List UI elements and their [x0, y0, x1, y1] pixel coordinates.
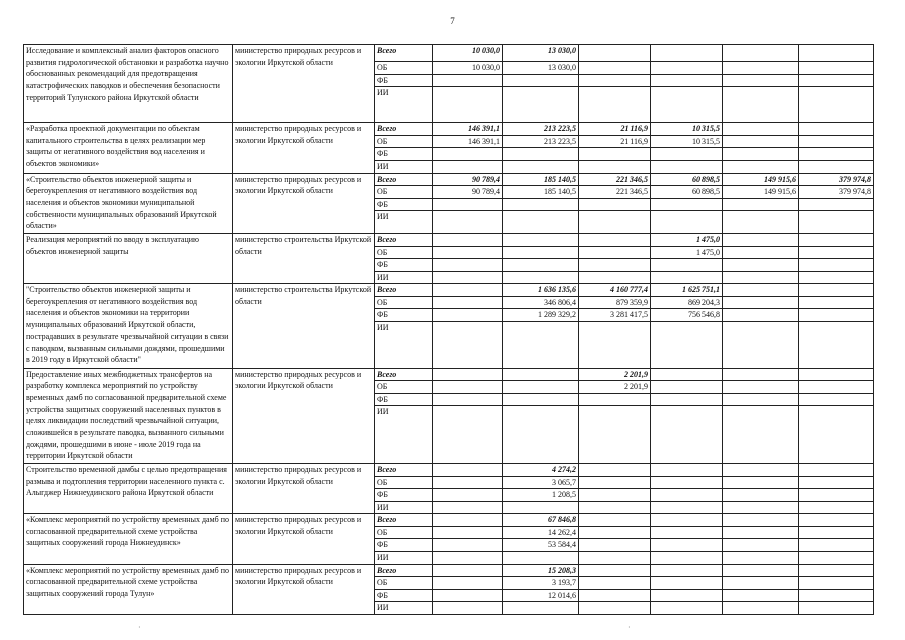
amount-cell — [723, 381, 799, 394]
amount-cell — [651, 501, 723, 514]
amount-cell — [651, 514, 723, 527]
measure-name: «Разработка проектной документации по объектам капитального строительства в целях реализации мер защиты от негативного воздействия вод населения и объектов экономики» — [24, 123, 233, 174]
amount-cell — [723, 309, 799, 322]
amount-cell — [799, 602, 874, 615]
amount-cell — [579, 551, 651, 564]
funding-source: ИИ — [375, 87, 433, 123]
amount-cell — [433, 296, 503, 309]
amount-cell — [799, 564, 874, 577]
amount-cell — [799, 74, 874, 87]
budget-table — [23, 44, 874, 615]
amount-cell: 3 065,7 — [503, 476, 579, 489]
amount-cell — [799, 259, 874, 272]
amount-cell: 149 915,6 — [723, 173, 799, 186]
amount-cell: 149 915,6 — [723, 186, 799, 199]
amount-cell — [433, 602, 503, 615]
amount-cell — [503, 148, 579, 161]
amount-cell: 21 116,9 — [579, 123, 651, 136]
amount-cell: 146 391,1 — [433, 135, 503, 148]
amount-cell: 379 974,8 — [799, 173, 874, 186]
amount-cell: 10 315,5 — [651, 123, 723, 136]
table-row — [24, 368, 874, 381]
amount-cell — [723, 87, 799, 123]
amount-cell — [433, 211, 503, 234]
funding-source: ИИ — [375, 321, 433, 368]
amount-cell — [503, 551, 579, 564]
amount-cell — [723, 464, 799, 477]
amount-cell — [799, 309, 874, 322]
funding-source: Всего — [375, 123, 433, 136]
amount-cell — [503, 74, 579, 87]
measure-name: «Комплекс мероприятий по устройству временных дамб по согласованной предварительной схеме устройства защитных сооружений города Нижнеудинск» — [24, 514, 233, 565]
funding-source: ОБ — [375, 526, 433, 539]
amount-cell — [579, 198, 651, 211]
amount-cell — [723, 271, 799, 284]
amount-cell: 869 204,3 — [651, 296, 723, 309]
amount-cell: 3 281 417,5 — [579, 309, 651, 322]
funding-source: Всего — [375, 368, 433, 381]
funding-source: ФБ — [375, 148, 433, 161]
amount-cell — [799, 284, 874, 297]
amount-cell — [799, 87, 874, 123]
amount-cell — [579, 589, 651, 602]
amount-cell — [433, 589, 503, 602]
funding-source: Всего — [375, 173, 433, 186]
funding-source: ИИ — [375, 551, 433, 564]
amount-cell — [433, 393, 503, 406]
funding-source: Всего — [375, 564, 433, 577]
amount-cell — [799, 501, 874, 514]
table-row — [24, 564, 874, 577]
table-row — [24, 514, 874, 527]
amount-cell — [579, 45, 651, 62]
amount-cell: 379 974,8 — [799, 186, 874, 199]
table-row — [24, 464, 874, 477]
funding-source: ФБ — [375, 539, 433, 552]
amount-cell — [503, 198, 579, 211]
amount-cell: 12 014,6 — [503, 589, 579, 602]
amount-cell — [799, 160, 874, 173]
amount-cell: 213 223,5 — [503, 123, 579, 136]
amount-cell — [651, 577, 723, 590]
amount-cell: 1 208,5 — [503, 489, 579, 502]
amount-cell — [799, 577, 874, 590]
amount-cell — [651, 160, 723, 173]
amount-cell — [799, 464, 874, 477]
amount-cell — [433, 368, 503, 381]
amount-cell — [723, 551, 799, 564]
executor: министерство природных ресурсов и экологии Иркутской области — [233, 564, 375, 614]
amount-cell — [579, 234, 651, 247]
amount-cell — [579, 526, 651, 539]
amount-cell — [433, 284, 503, 297]
funding-source: ФБ — [375, 589, 433, 602]
amount-cell — [433, 160, 503, 173]
amount-cell — [799, 406, 874, 464]
amount-cell — [503, 321, 579, 368]
amount-cell — [433, 526, 503, 539]
amount-cell — [799, 321, 874, 368]
amount-cell — [723, 62, 799, 75]
funding-source: Всего — [375, 464, 433, 477]
amount-cell — [651, 393, 723, 406]
amount-cell — [723, 259, 799, 272]
amount-cell — [503, 234, 579, 247]
amount-cell: 185 140,5 — [503, 186, 579, 199]
amount-cell — [579, 476, 651, 489]
amount-cell — [723, 123, 799, 136]
amount-cell — [579, 271, 651, 284]
page-number: 7 — [450, 16, 455, 26]
measure-name: Исследование и комплексный анализ факторов опасного развития гидрологической обстановки и разработка научно обоснованных рекомендаций для предотвращения катастрофических паводков и обеспечения безопасности территорий Тулунского района Иркутской области — [24, 45, 233, 123]
amount-cell — [579, 501, 651, 514]
funding-source: Всего — [375, 234, 433, 247]
amount-cell — [723, 393, 799, 406]
amount-cell: 10 315,5 — [651, 135, 723, 148]
amount-cell — [799, 551, 874, 564]
amount-cell — [723, 160, 799, 173]
amount-cell: 756 546,8 — [651, 309, 723, 322]
amount-cell — [503, 368, 579, 381]
amount-cell — [723, 489, 799, 502]
amount-cell: 10 030,0 — [433, 45, 503, 62]
amount-cell — [579, 602, 651, 615]
amount-cell — [799, 211, 874, 234]
funding-source: ФБ — [375, 393, 433, 406]
amount-cell — [723, 514, 799, 527]
amount-cell — [799, 62, 874, 75]
amount-cell — [433, 501, 503, 514]
executor: министерство природных ресурсов и экологии Иркутской области — [233, 368, 375, 464]
measure-name: Строительство временной дамбы с целью предотвращения размыва и подтопления территории населенного пункта с. Алыгджер Нижнеудинского района Иркутской области — [24, 464, 233, 514]
measure-name: "Строительство объектов инженерной защиты и берегоукрепления от негативного воздействия вод населения и объектов экономики на территории муниципальных образований Иркутской области, пострадавших в результате чрезвычайной ситуации в связи с паводком, вызванным сильными дождями, прошедшими в 2019 году в Иркутской области" — [24, 284, 233, 369]
amount-cell — [503, 211, 579, 234]
amount-cell — [433, 476, 503, 489]
amount-cell — [723, 564, 799, 577]
amount-cell: 146 391,1 — [433, 123, 503, 136]
amount-cell — [723, 368, 799, 381]
amount-cell — [651, 211, 723, 234]
amount-cell — [723, 296, 799, 309]
amount-cell — [799, 526, 874, 539]
amount-cell — [503, 87, 579, 123]
amount-cell — [651, 602, 723, 615]
amount-cell — [799, 246, 874, 259]
amount-cell — [433, 198, 503, 211]
amount-cell — [799, 296, 874, 309]
funding-source: ОБ — [375, 135, 433, 148]
amount-cell — [433, 246, 503, 259]
scan-mark: · — [138, 623, 141, 632]
amount-cell — [579, 74, 651, 87]
table-row — [24, 173, 874, 186]
amount-cell — [579, 514, 651, 527]
funding-source: ФБ — [375, 74, 433, 87]
amount-cell — [723, 74, 799, 87]
amount-cell — [503, 406, 579, 464]
amount-cell — [799, 476, 874, 489]
executor: министерство строительства Иркутской области — [233, 284, 375, 369]
amount-cell — [799, 135, 874, 148]
funding-source: ОБ — [375, 381, 433, 394]
amount-cell — [433, 577, 503, 590]
amount-cell — [799, 45, 874, 62]
amount-cell — [433, 321, 503, 368]
amount-cell — [503, 393, 579, 406]
funding-source: ИИ — [375, 406, 433, 464]
funding-source: Всего — [375, 284, 433, 297]
amount-cell — [723, 135, 799, 148]
amount-cell — [579, 577, 651, 590]
amount-cell — [651, 259, 723, 272]
funding-source: Всего — [375, 45, 433, 62]
funding-source: ОБ — [375, 577, 433, 590]
funding-source: ФБ — [375, 259, 433, 272]
funding-source: ОБ — [375, 62, 433, 75]
amount-cell — [579, 321, 651, 368]
amount-cell — [579, 539, 651, 552]
amount-cell — [433, 309, 503, 322]
table-row — [24, 234, 874, 247]
amount-cell — [433, 148, 503, 161]
amount-cell — [433, 406, 503, 464]
amount-cell — [433, 234, 503, 247]
amount-cell — [723, 45, 799, 62]
amount-cell: 1 625 751,1 — [651, 284, 723, 297]
amount-cell — [579, 211, 651, 234]
funding-source: ФБ — [375, 489, 433, 502]
amount-cell — [579, 393, 651, 406]
amount-cell — [651, 87, 723, 123]
amount-cell: 53 584,4 — [503, 539, 579, 552]
amount-cell: 4 274,2 — [503, 464, 579, 477]
amount-cell — [579, 406, 651, 464]
amount-cell — [579, 464, 651, 477]
funding-source: ИИ — [375, 271, 433, 284]
amount-cell — [723, 246, 799, 259]
amount-cell — [723, 526, 799, 539]
amount-cell — [579, 246, 651, 259]
amount-cell — [651, 476, 723, 489]
amount-cell — [433, 514, 503, 527]
table-row — [24, 284, 874, 297]
amount-cell — [579, 564, 651, 577]
amount-cell — [651, 489, 723, 502]
table-row — [24, 45, 874, 62]
amount-cell — [723, 406, 799, 464]
funding-source: ОБ — [375, 246, 433, 259]
amount-cell: 21 116,9 — [579, 135, 651, 148]
amount-cell — [651, 526, 723, 539]
amount-cell — [799, 381, 874, 394]
amount-cell — [503, 246, 579, 259]
amount-cell: 14 262,4 — [503, 526, 579, 539]
amount-cell — [433, 259, 503, 272]
amount-cell — [799, 148, 874, 161]
amount-cell — [651, 74, 723, 87]
amount-cell: 3 193,7 — [503, 577, 579, 590]
amount-cell — [723, 148, 799, 161]
amount-cell — [433, 539, 503, 552]
amount-cell — [723, 539, 799, 552]
amount-cell — [799, 589, 874, 602]
amount-cell: 221 346,5 — [579, 186, 651, 199]
measure-name: «Строительство объектов инженерной защиты и берегоукрепления от негативного воздействия вод населения и объектов экономики муниципальной собственности муниципальных образований Иркутской области» — [24, 173, 233, 234]
executor: министерство природных ресурсов и экологии Иркутской области — [233, 123, 375, 174]
amount-cell — [723, 577, 799, 590]
amount-cell: 221 346,5 — [579, 173, 651, 186]
amount-cell — [503, 259, 579, 272]
amount-cell — [799, 514, 874, 527]
amount-cell — [651, 589, 723, 602]
amount-cell — [651, 368, 723, 381]
amount-cell — [799, 489, 874, 502]
amount-cell — [651, 321, 723, 368]
amount-cell — [579, 87, 651, 123]
amount-cell — [651, 539, 723, 552]
amount-cell — [651, 62, 723, 75]
measure-name: Реализация мероприятий по вводу в эксплуатацию объектов инженерной защиты — [24, 234, 233, 284]
funding-source: ИИ — [375, 211, 433, 234]
funding-source: Всего — [375, 514, 433, 527]
amount-cell — [433, 489, 503, 502]
amount-cell — [503, 160, 579, 173]
amount-cell: 90 789,4 — [433, 173, 503, 186]
amount-cell: 13 030,0 — [503, 45, 579, 62]
funding-source: ИИ — [375, 501, 433, 514]
executor: министерство природных ресурсов и экологии Иркутской области — [233, 45, 375, 123]
funding-source: ФБ — [375, 309, 433, 322]
executor: министерство природных ресурсов и экологии Иркутской области — [233, 173, 375, 234]
amount-cell: 1 475,0 — [651, 246, 723, 259]
amount-cell — [433, 87, 503, 123]
funding-source: ОБ — [375, 186, 433, 199]
amount-cell: 60 898,5 — [651, 186, 723, 199]
amount-cell — [723, 198, 799, 211]
amount-cell: 67 846,8 — [503, 514, 579, 527]
amount-cell — [433, 381, 503, 394]
amount-cell — [723, 476, 799, 489]
amount-cell — [799, 123, 874, 136]
amount-cell: 4 160 777,4 — [579, 284, 651, 297]
funding-source: ИИ — [375, 602, 433, 615]
amount-cell — [799, 234, 874, 247]
amount-cell — [503, 602, 579, 615]
amount-cell — [799, 393, 874, 406]
amount-cell — [723, 501, 799, 514]
amount-cell — [651, 464, 723, 477]
amount-cell: 1 636 135,6 — [503, 284, 579, 297]
amount-cell — [503, 381, 579, 394]
executor: министерство природных ресурсов и экологии Иркутской области — [233, 464, 375, 514]
funding-source: ФБ — [375, 198, 433, 211]
funding-source: ОБ — [375, 296, 433, 309]
amount-cell — [433, 551, 503, 564]
amount-cell — [651, 271, 723, 284]
amount-cell — [723, 284, 799, 297]
scan-mark: · — [628, 623, 631, 632]
amount-cell: 60 898,5 — [651, 173, 723, 186]
amount-cell: 185 140,5 — [503, 173, 579, 186]
amount-cell — [651, 198, 723, 211]
amount-cell — [579, 62, 651, 75]
amount-cell — [651, 406, 723, 464]
funding-source: ОБ — [375, 476, 433, 489]
measure-name: Предоставление иных межбюджетных трансфертов на разработку комплекса мероприятий по устройству временных дамб по согласованной предварительной схеме устройства защитных сооружений населенных пунктов в целях ликвидации последствий чрезвычайной ситуации, сложившейся в результате паводка, вызванного сильными дождями, прошедшими в июне - июле 2019 года на территории Иркутской области — [24, 368, 233, 464]
amount-cell — [579, 489, 651, 502]
amount-cell — [723, 602, 799, 615]
amount-cell — [799, 198, 874, 211]
measure-name: «Комплекс мероприятий по устройству временных дамб по согласованной предварительной схеме устройства защитных сооружений города Тулун» — [24, 564, 233, 614]
amount-cell — [579, 148, 651, 161]
amount-cell: 2 201,9 — [579, 381, 651, 394]
amount-cell: 10 030,0 — [433, 62, 503, 75]
amount-cell — [433, 464, 503, 477]
amount-cell — [503, 271, 579, 284]
amount-cell — [723, 321, 799, 368]
table-row — [24, 123, 874, 136]
amount-cell — [579, 160, 651, 173]
amount-cell — [651, 551, 723, 564]
amount-cell: 90 789,4 — [433, 186, 503, 199]
amount-cell: 346 806,4 — [503, 296, 579, 309]
amount-cell: 213 223,5 — [503, 135, 579, 148]
executor: министерство строительства Иркутской области — [233, 234, 375, 284]
amount-cell — [723, 589, 799, 602]
amount-cell — [651, 45, 723, 62]
amount-cell: 13 030,0 — [503, 62, 579, 75]
amount-cell — [723, 234, 799, 247]
amount-cell — [503, 501, 579, 514]
amount-cell — [799, 271, 874, 284]
amount-cell — [799, 539, 874, 552]
amount-cell — [579, 259, 651, 272]
amount-cell — [723, 211, 799, 234]
funding-source: ИИ — [375, 160, 433, 173]
amount-cell: 15 208,3 — [503, 564, 579, 577]
amount-cell — [433, 74, 503, 87]
amount-cell — [433, 564, 503, 577]
amount-cell: 879 359,9 — [579, 296, 651, 309]
amount-cell: 2 201,9 — [579, 368, 651, 381]
amount-cell — [651, 564, 723, 577]
amount-cell — [651, 148, 723, 161]
amount-cell: 1 289 329,2 — [503, 309, 579, 322]
amount-cell: 1 475,0 — [651, 234, 723, 247]
amount-cell — [799, 368, 874, 381]
executor: министерство природных ресурсов и экологии Иркутской области — [233, 514, 375, 565]
amount-cell — [433, 271, 503, 284]
amount-cell — [651, 381, 723, 394]
